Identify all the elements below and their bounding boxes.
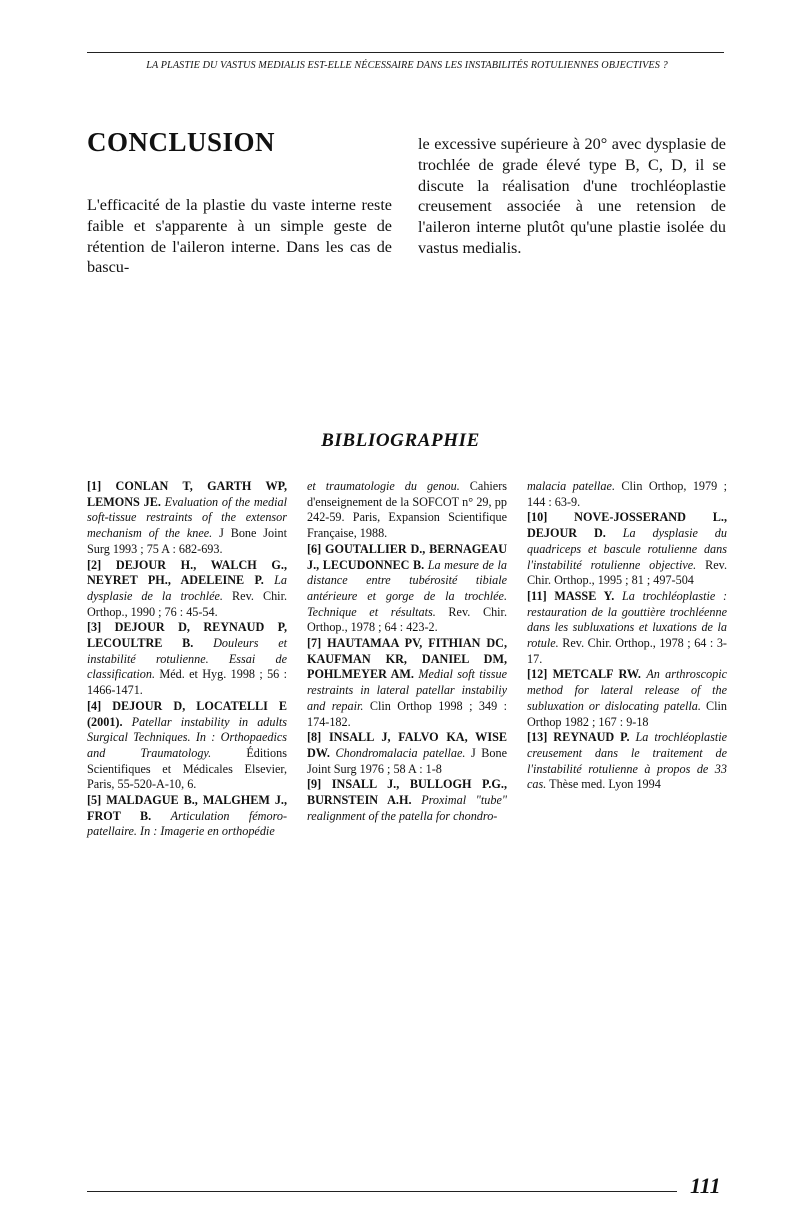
reference-title: An arthroscopic method for lateral release of the subluxation or dislocating patella.: [527, 667, 728, 713]
reference-number: [10]: [527, 510, 548, 525]
reference-authors: INSALL J., BULLOGH P.G., BURNSTEIN A.H.: [307, 777, 507, 808]
reference-entry: [87, 699, 287, 793]
reference-authors: GOUTALLIER D., BERNAGEAU J., LECUDONNEC B.: [307, 541, 507, 572]
reference-number: [2]: [87, 557, 102, 572]
reference-number: [9]: [307, 777, 322, 792]
reference-source: Rev. Chir. Orthop., 1995 ; 81 ; 497-504: [527, 557, 728, 588]
page-number: 111: [690, 1173, 721, 1198]
reference-number: [5]: [87, 793, 102, 808]
reference-title: La trochléoplastie creusement dans le traitement de l'instabilité rotulienne à propos de 33 cas.: [527, 730, 728, 792]
reference-authors: INSALL J, FALVO KA, WISE DW.: [307, 730, 507, 760]
reference-entry: [307, 479, 507, 542]
footer-rule: [87, 1191, 677, 1192]
reference-number: [4]: [87, 698, 102, 713]
reference-title: Medial soft tissue restraints in lateral patellar instabiliy and repair.: [307, 667, 508, 713]
running-title: LA PLASTIE DU VASTUS MEDIALIS EST-ELLE NÉCESSAIRE DANS LES INSTABILITÉS ROTULIENNES OBJECTIVES ?: [146, 60, 668, 71]
reference-entry: [87, 558, 287, 621]
reference-authors: MALDAGUE B., MALGHEM J., FROT B.: [87, 793, 288, 823]
conclusion-heading: CONCLUSION: [87, 127, 276, 157]
reference-authors: DEJOUR H., WALCH G., NEYRET PH., ADELEINE P.: [87, 557, 287, 588]
reference-number: [7]: [307, 636, 322, 651]
conclusion-paragraph-left: L'efficacité de la plastie du vaste interne reste faible et s'apparente à un simple geste de rétention de l'aileron interne. Dans les cas de bascu-: [87, 196, 392, 277]
conclusion-paragraph-right: le excessive supérieure à 20° avec dysplasie de trochlée de grade élevé type B, C, D, il se discute la réalisation d'une trochléoplastie creusement associée à une retension de l'aileron interne plutôt qu'une plastie isolée du vastus medialis.: [418, 135, 726, 257]
bibliography-column-2: [307, 479, 507, 824]
reference-title: et traumatologie du genou.: [307, 479, 460, 493]
reference-title: Chondromalacia patellae.: [335, 745, 466, 760]
reference-number: [3]: [87, 620, 102, 635]
header-rule: [87, 52, 724, 53]
reference-title: Douleurs et instabilité rotulienne. Essai de classification.: [87, 636, 287, 682]
reference-entry: [527, 479, 727, 510]
reference-entry: [307, 730, 507, 777]
reference-authors: DEJOUR D, LOCATELLI E (2001).: [87, 698, 287, 729]
reference-entry: [527, 510, 727, 589]
reference-title: Evaluation of the medial soft-tissue restraints of the extensor mechanism of the knee.: [87, 494, 288, 541]
reference-title: malacia patellae.: [527, 479, 615, 493]
reference-source: Éditions Scientifiques et Médicales Elsevier, Paris, 55-520-A-10, 6.: [87, 745, 287, 792]
reference-source: J Bone Joint Surg 1993 ; 75 A : 682-693.: [87, 526, 287, 556]
reference-entry: [527, 667, 727, 730]
reference-authors: MASSE Y.: [554, 588, 615, 603]
reference-entry: [87, 793, 287, 840]
reference-title: Articulation fémoro-patellaire. In : Imagerie en orthopédie: [87, 808, 288, 839]
reference-entry: [87, 620, 287, 699]
reference-number: [6]: [307, 541, 322, 556]
reference-entry: [87, 479, 287, 558]
bibliography-column-3: [527, 479, 727, 793]
reference-source: Clin Orthop, 1979 ; 144 : 63-9.: [527, 479, 727, 509]
reference-title: Proximal "tube" realignment of the patella for chondro-: [307, 793, 507, 823]
reference-number: [12]: [527, 667, 548, 682]
reference-number: [11]: [527, 588, 547, 603]
reference-entry: [527, 730, 727, 793]
bibliography-heading: BIBLIOGRAPHIE: [321, 430, 480, 451]
reference-source: Cahiers d'enseignement de la SOFCOT n° 29, pp 242-59. Paris, Expansion Scientifique Française, 1988.: [307, 479, 508, 541]
reference-authors: CONLAN T, GARTH WP, LEMONS JE.: [87, 479, 287, 509]
reference-source: Méd. et Hyg. 1998 ; 56 : 1466-1471.: [87, 667, 287, 698]
reference-entry: [307, 542, 507, 636]
reference-authors: METCALF RW.: [552, 667, 641, 682]
reference-authors: HAUTAMAA PV, FITHIAN DC, KAUFMAN KR, DANIEL DM, POHLMEYER AM.: [307, 636, 507, 682]
reference-source: Clin Orthop 1998 ; 349 : 174-182.: [307, 698, 508, 729]
reference-number: [13]: [527, 730, 548, 745]
reference-title: La mesure de la distance entre tubérosité tibiale antérieure et gorge de la trochlée. Technique et résultats.: [307, 557, 507, 619]
reference-entry: [527, 589, 727, 668]
reference-title: La dysplasie du quadriceps et bascule rotulienne dans l'instabilité rotulienne objective.: [527, 526, 727, 572]
reference-title: Patellar instability in adults Surgical Techniques. In : Orthopaedics and Traumatology.: [87, 714, 288, 760]
reference-authors: REYNAUD P.: [553, 730, 630, 745]
reference-source: Clin Orthop 1982 ; 167 : 9-18: [527, 698, 727, 729]
reference-entry: [307, 777, 507, 824]
reference-source: Rev. Chir. Orthop., 1978 ; 64 : 3-17.: [527, 636, 727, 666]
reference-source: Rev. Chir. Orthop., 1978 ; 64 : 423-2.: [307, 604, 507, 635]
reference-source: J Bone Joint Surg 1976 ; 58 A : 1-8: [307, 745, 508, 776]
reference-title: La trochléoplastie : restauration de la gouttière trochléenne dans les subluxations et luxations de la rotule.: [527, 588, 728, 651]
reference-number: [8]: [307, 730, 322, 745]
reference-title: La dysplasie de la trochlée.: [87, 573, 288, 603]
reference-number: [1]: [87, 479, 102, 493]
reference-source: Thèse med. Lyon 1994: [549, 777, 661, 792]
bibliography-column-1: [87, 479, 287, 840]
reference-authors: NOVE-JOSSERAND L., DEJOUR D.: [527, 510, 727, 541]
reference-source: Rev. Chir. Orthop., 1990 ; 76 : 45-54.: [87, 588, 287, 619]
reference-authors: DEJOUR D, REYNAUD P, LECOULTRE B.: [87, 620, 288, 651]
reference-entry: [307, 636, 507, 730]
